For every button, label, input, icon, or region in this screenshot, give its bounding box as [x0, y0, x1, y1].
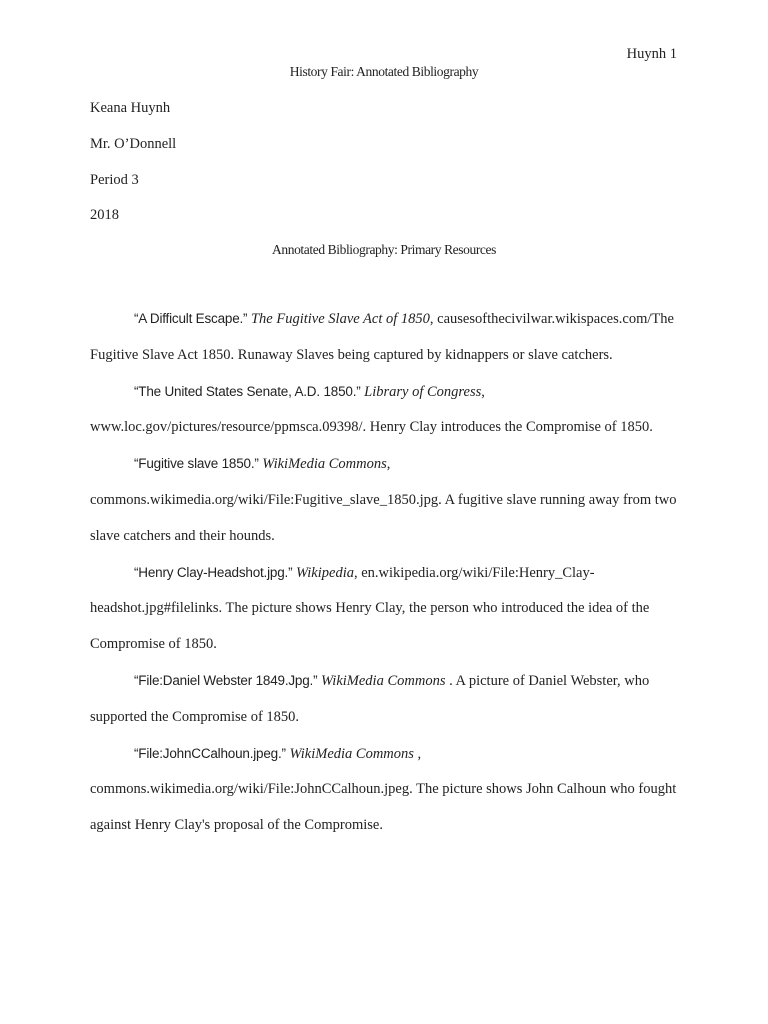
entry-source: Wikipedia [296, 564, 354, 581]
entry-separator: , [429, 311, 434, 327]
entry-title: “Fugitive slave 1850.” [134, 456, 259, 472]
entry-separator: , [354, 564, 358, 581]
entry-separator: , [386, 456, 391, 473]
page-header-label: Huynh 1 [626, 46, 677, 62]
entry-separator: . [445, 672, 453, 689]
entry-annotation: commons.wikimedia.org/wiki/File:JohnCCalhoun.jpeg. The picture shows John Calhoun who fought against Henry Clay's proposal of the Compromise. [90, 781, 677, 834]
entry-source: WikiMedia Commons [262, 456, 387, 473]
entry-title: “The United States Senate, A.D. 1850.” [134, 383, 361, 399]
entry-annotation: causesofthecivilwar.wikispaces.com/The Fugitive Slave Act 1850. Runaway Slaves being captured by kidnappers or slave catchers. [90, 311, 674, 363]
entry-source: WikiMedia Commons [289, 745, 414, 762]
section-title: Annotated Bibliography: Primary Resources [272, 242, 496, 257]
entry-title: “A Difficult Escape.” [134, 311, 248, 326]
bibliography-entry [90, 374, 690, 447]
document-title: History Fair: Annotated Bibliography [289, 64, 479, 79]
student-name: Keana Huynh [90, 100, 171, 116]
bibliography-entry [90, 446, 690, 554]
entry-source: WikiMedia Commons [321, 672, 446, 689]
entry-source: Library of Congress [364, 383, 482, 400]
bibliography-list [90, 301, 690, 844]
entry-title: “Henry Clay-Headshot.jpg.” [134, 564, 293, 580]
entry-annotation: commons.wikimedia.org/wiki/File:Fugitive_slave_1850.jpg. A fugitive slave running away from two slave catchers and their hounds. [90, 491, 677, 544]
entry-annotation: en.wikipedia.org/wiki/File:Henry_Clay-headshot.jpg#filelinks. The picture shows Henry Clay, the person who introduced the idea of the Compromise of 1850. [90, 564, 650, 653]
bibliography-entry [90, 555, 690, 663]
entry-annotation: www.loc.gov/pictures/resource/ppmsca.09398/. Henry Clay introduces the Compromise of 1850. [90, 419, 653, 436]
teacher-name: Mr. O’Donnell [90, 136, 177, 152]
bibliography-entry [90, 663, 690, 736]
entry-title: “File:JohnCCalhoun.jpeg.” [134, 745, 286, 761]
year: 2018 [90, 207, 119, 223]
entry-annotation: A picture of Daniel Webster, who supported the Compromise of 1850. [90, 672, 650, 725]
bibliography-entry [90, 301, 690, 374]
class-period: Period 3 [90, 172, 139, 188]
entry-separator: , [481, 383, 485, 400]
bibliography-entry [90, 736, 690, 844]
entry-title: “File:Daniel Webster 1849.Jpg.” [134, 672, 318, 688]
entry-separator: , [413, 745, 422, 762]
entry-source: The Fugitive Slave Act of 1850 [250, 311, 430, 327]
